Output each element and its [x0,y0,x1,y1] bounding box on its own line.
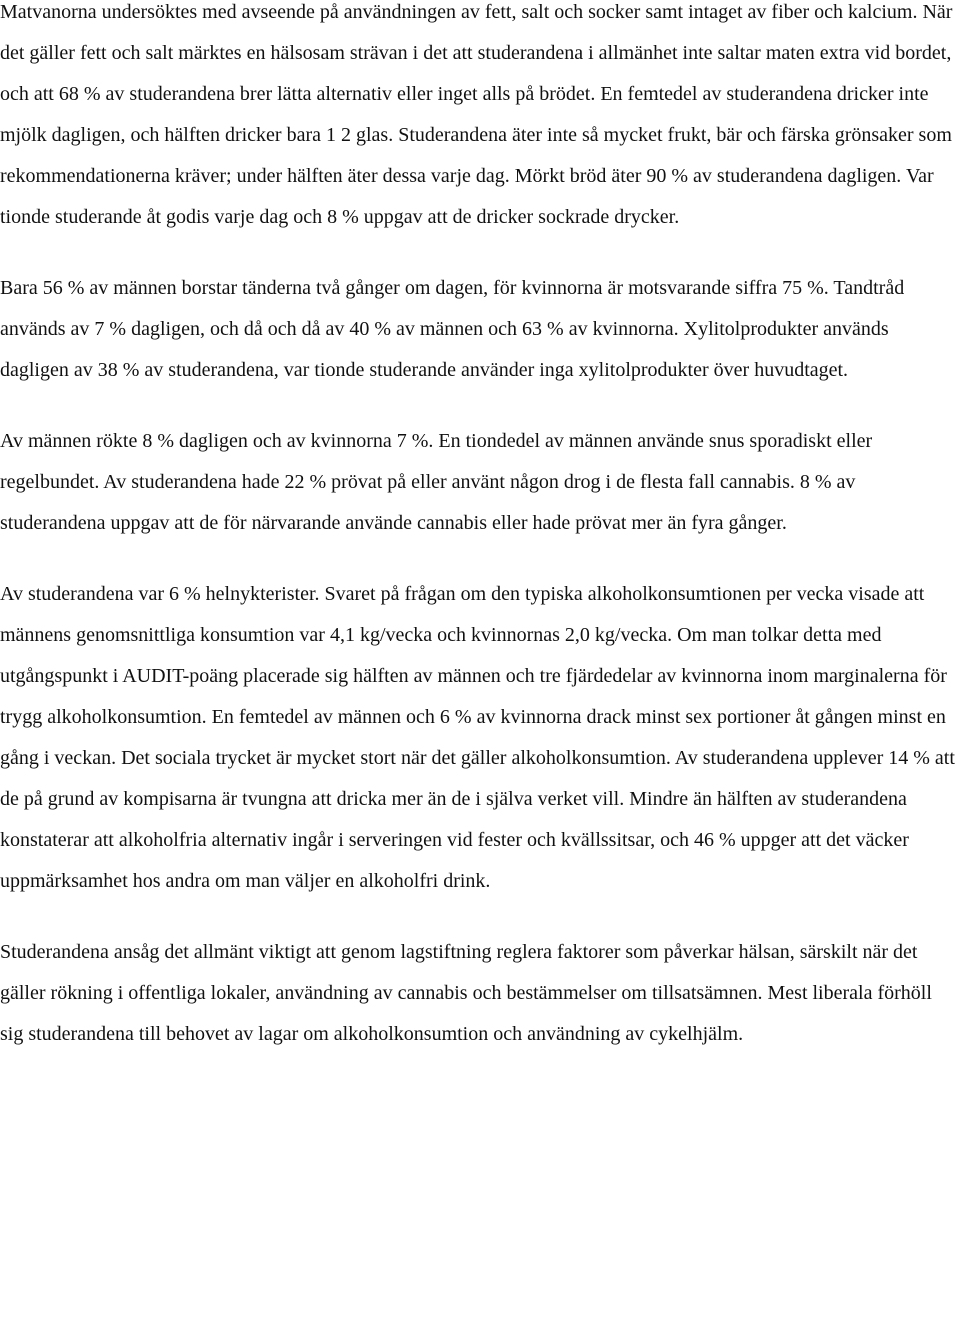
paragraph-legislation: Studerandena ansåg det allmänt viktigt att genom lagstiftning reglera faktorer som påverkar hälsan, särskilt när det gäller rökning i offentliga lokaler, användning av cannabis och bestämmelser om tillsatsämnen. Mest liberala förhöll sig studerandena till behovet av lagar om alkoholkonsumtion och användning av cykelhjälm. [0,941,932,1045]
paragraph-alcohol: Av studerandena var 6 % helnykterister. Svaret på frågan om den typiska alkoholkonsumtionen per vecka visade att männens genomsnittliga konsumtion var 4,1 kg/vecka och kvinnornas 2,0 kg/vecka. Om man tolkar detta med utgångspunkt i AUDIT-poäng placerade sig hälften av männen och tre fjärdedelar av kvinnorna inom marginalerna för trygg alkoholkonsumtion. En femtedel av männen och 6 % av kvinnorna drack minst sex portioner åt gången minst en gång i veckan. Det sociala trycket är mycket stort när det gäller alkoholkonsumtion. Av studerandena upplever 14 % att de på grund av kompisarna är tvungna att dricka mer än de i själva verket vill. Mindre än hälften av studerandena konstaterar att alkoholfria alternativ ingår i serveringen vid fester och kvällssitsar, och 46 % uppger att det väcker uppmärksamhet hos andra om man väljer en alkoholfri drink. [0,583,955,892]
paragraph-diet: Matvanorna undersöktes med avseende på användningen av fett, salt och socker samt intaget av fiber och kalcium. När det gäller fett och salt märktes en hälsosam strävan i det att studerandena i allmänhet inte saltar maten extra vid bordet, och att 68 % av studerandena brer lätta alternativ eller inget alls på brödet. En femtedel av studerandena dricker inte mjölk dagligen, och hälften dricker bara 1 2 glas. Studerandena äter inte så mycket frukt, bär och färska grönsaker som rekommendationerna kräver; under hälften äter dessa varje dag. Mörkt bröd äter 90 % av studerandena dagligen. Var tionde studerande åt godis varje dag och 8 % uppgav att de dricker sockrade drycker. [0,1,953,228]
paragraph-dental-care: Bara 56 % av männen borstar tänderna två gånger om dagen, för kvinnorna är motsvarande siffra 75 %. Tandtråd används av 7 % dagligen, och då och då av 40 % av männen och 63 % av kvinnorna. Xylitolprodukter används dagligen av 38 % av studerandena, var tionde studerande använder inga xylitolprodukter över huvudtaget. [0,277,905,381]
paragraph-tobacco-drugs: Av männen rökte 8 % dagligen och av kvinnorna 7 %. En tiondedel av männen använde snus sporadiskt eller regelbundet. Av studerandena hade 22 % prövat på eller använt någon drog i de flesta fall cannabis. 8 % av studerandena uppgav att de för närvarande använde cannabis eller hade prövat mer än fyra gånger. [0,430,873,534]
